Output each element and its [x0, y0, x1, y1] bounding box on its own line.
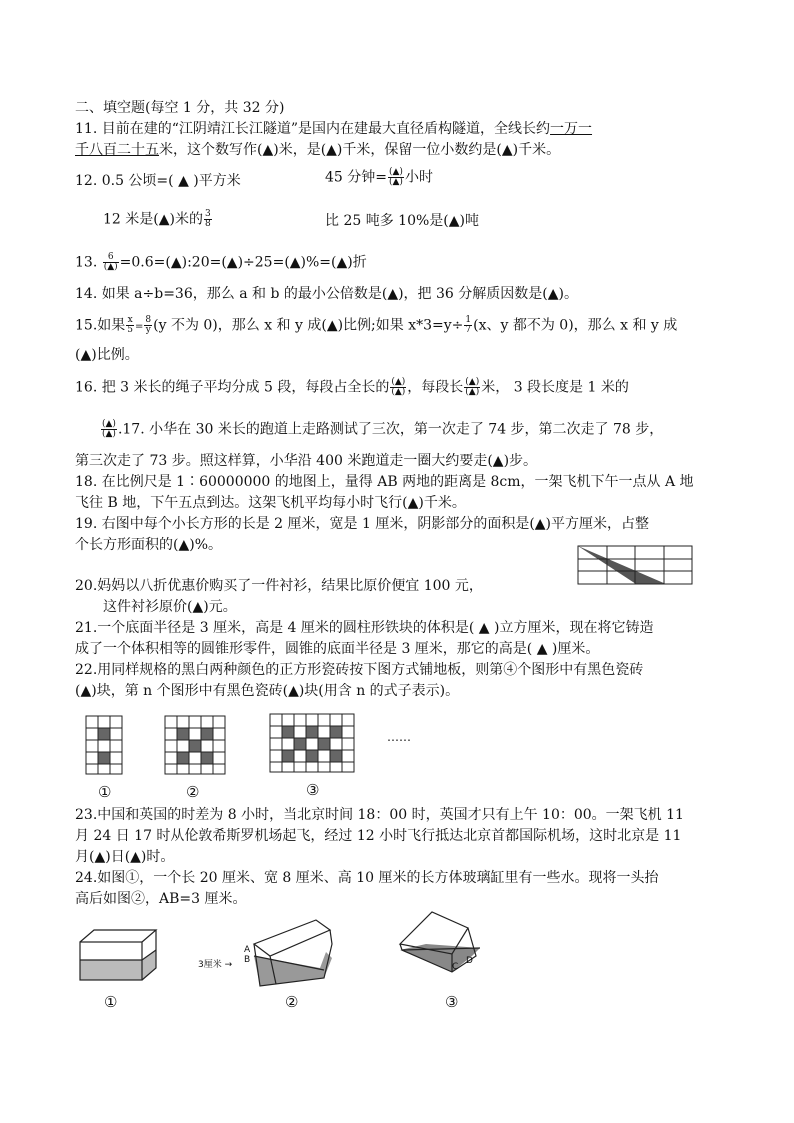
tank-label-2: ② [285, 993, 299, 1011]
label-b: B [244, 955, 251, 965]
fraction: $\frac{x}{5}$ [127, 315, 133, 335]
ellipsis: …… [387, 730, 411, 744]
tile-figure-3 [270, 714, 354, 772]
q16: 16. 把 3 米长的绳子平均分成 5 段，每段占全长的 $\frac{(▲)}{(▲)}$ ，每段长 $\frac{(▲)}{(▲)}$ 米， 3 段长度是 1 米的 [75, 377, 629, 397]
q12-line1: 12. 0.5 公顷=( ▲ )平方米 [75, 173, 241, 189]
label-c: C [452, 962, 459, 972]
section-heading: 二、填空题(每空 1 分，共 32 分) [75, 100, 285, 116]
q22-line2: (▲)块，第 n 个图形中有黑色瓷砖(▲)块(用含 n 的式子表示)。 [75, 683, 460, 699]
q20-line1: 20.妈妈以八折优惠价购买了一件衬衫，结果比原价便宜 100 元， [75, 578, 483, 594]
q12-weight: 比 25 吨多 10%是(▲)吨 [325, 213, 479, 229]
tile-figure-1 [86, 716, 122, 774]
tank-figure-2 [240, 912, 340, 992]
tank-label-1: ① [104, 993, 118, 1011]
q12-time: 45 分钟= $\frac{(▲)}{(▲)}$ 小时 [325, 167, 433, 187]
fraction: $\frac{(▲)}{(▲)}$ [102, 419, 116, 439]
q19-line1: 19. 右图中每个小长方形的长是 2 厘米，宽是 1 厘米，阴影部分的面积是(▲)平方厘米，占整 [75, 516, 650, 532]
q21-line2: 成了一个体积相等的圆锥形零件，圆锥的底面半径是 3 厘米，那它的高是( ▲ )厘米。 [75, 641, 600, 657]
q12-line2: 12 米是(▲)米的 $\frac{3}{8}$ [103, 209, 211, 229]
q14: 14. 如果 a÷b=36，那么 a 和 b 的最小公倍数是(▲)，把 36 分解质因数是(▲)。 [75, 286, 578, 302]
tank-figure-3 [396, 910, 486, 982]
q22-line1: 22.用同样规格的黑白两种颜色的正方形瓷砖按下图方式铺地板，则第④个图形中有黑色瓷砖 [75, 662, 644, 678]
label-d: D [466, 956, 473, 966]
q23-line3: 月(▲)日(▲)时。 [75, 849, 175, 865]
q15-line2: (▲)比例。 [75, 347, 139, 363]
tile-figure-2 [165, 716, 225, 774]
q19-line2: 个长方形面积的(▲)%。 [75, 537, 222, 553]
q18-line2: 飞往 B 地，下午五点到达。这架飞机平均每小时飞行(▲)千米。 [75, 495, 466, 511]
tile-label-3: ③ [306, 781, 320, 799]
q24-line2: 高后如图②，AB=3 厘米。 [75, 891, 247, 907]
q20-line2: 这件衬衫原价(▲)元。 [103, 599, 237, 615]
q11-line1: 11. 目前在建的“江阴靖江长江隧道”是国内在建最大直径盾构隧道，全线长约一万一 [75, 121, 593, 137]
label-3cm: 3厘米 → [198, 960, 233, 970]
tank-figure-1 [76, 924, 160, 986]
fraction: $\frac{(▲)}{(▲)}$ [465, 377, 480, 397]
tank-label-3: ③ [445, 993, 459, 1011]
q13: 13. $\frac{6}{(▲)}$ =0.6=(▲):20=(▲)÷25=(▲)%=(▲)折 [75, 252, 367, 272]
q23-line2: 月 24 日 17 时从伦敦希斯罗机场起飞，经过 12 小时飞行抵达北京首都国际机场，这时北京是 11 [75, 828, 682, 844]
label-a: A [244, 945, 251, 955]
q23-line1: 23.中国和英国的时差为 8 小时，当北京时间 18：00 时，英国才只有上午 10：00。一架飞机 11 [75, 807, 684, 823]
q24-line1: 24.如图①，一个长 20 厘米、宽 8 厘米、高 10 厘米的长方体玻璃缸里有一些水。现将一头抬 [75, 870, 659, 886]
q15-line1: 15.如果 $\frac{x}{5}$ = $\frac{8}{y}$ (y 不为 0)，那么 x 和 y 成(▲)比例;如果 x*3=y÷ $\frac{1}{7}$ (x、y 都不为 0)，那么 x 和 y 成 [75, 315, 678, 335]
fraction: $\frac{1}{7}$ [465, 315, 472, 335]
fraction: $\frac{(▲)}{(▲)}$ [391, 377, 406, 397]
fraction: $\frac{6}{(▲)}$ [103, 252, 118, 272]
fraction: $\frac{3}{8}$ [204, 209, 211, 229]
q11-line2: 千八百二十五米，这个数写作(▲)米，是(▲)千米，保留一位小数约是(▲)千米。 [75, 142, 561, 158]
fraction: $\frac{8}{y}$ [145, 315, 152, 335]
q18-line1: 18. 在比例尺是 1∶60000000 的地图上，量得 AB 两地的距离是 8cm，一架飞机下午一点从 A 地 [75, 474, 694, 490]
q17-line2: 第三次走了 73 步。照这样算，小华沿 400 米跑道走一圈大约要走(▲)步。 [75, 453, 538, 469]
tile-label-1: ① [98, 783, 112, 801]
tile-label-2: ② [186, 783, 200, 801]
q19-grid-figure [578, 544, 694, 586]
q21-line1: 21.一个底面半径是 3 厘米，高是 4 厘米的圆柱形铁块的体积是( ▲ )立方厘米，现在将它铸造 [75, 620, 654, 636]
fraction: $\frac{(▲)}{(▲)}$ [389, 167, 403, 187]
q17-line1: $\frac{(▲)}{(▲)}$ .17. 小华在 30 米长的跑道上走路测试了三次，第一次走了 74 步，第二次走了 78 步， [102, 419, 664, 439]
